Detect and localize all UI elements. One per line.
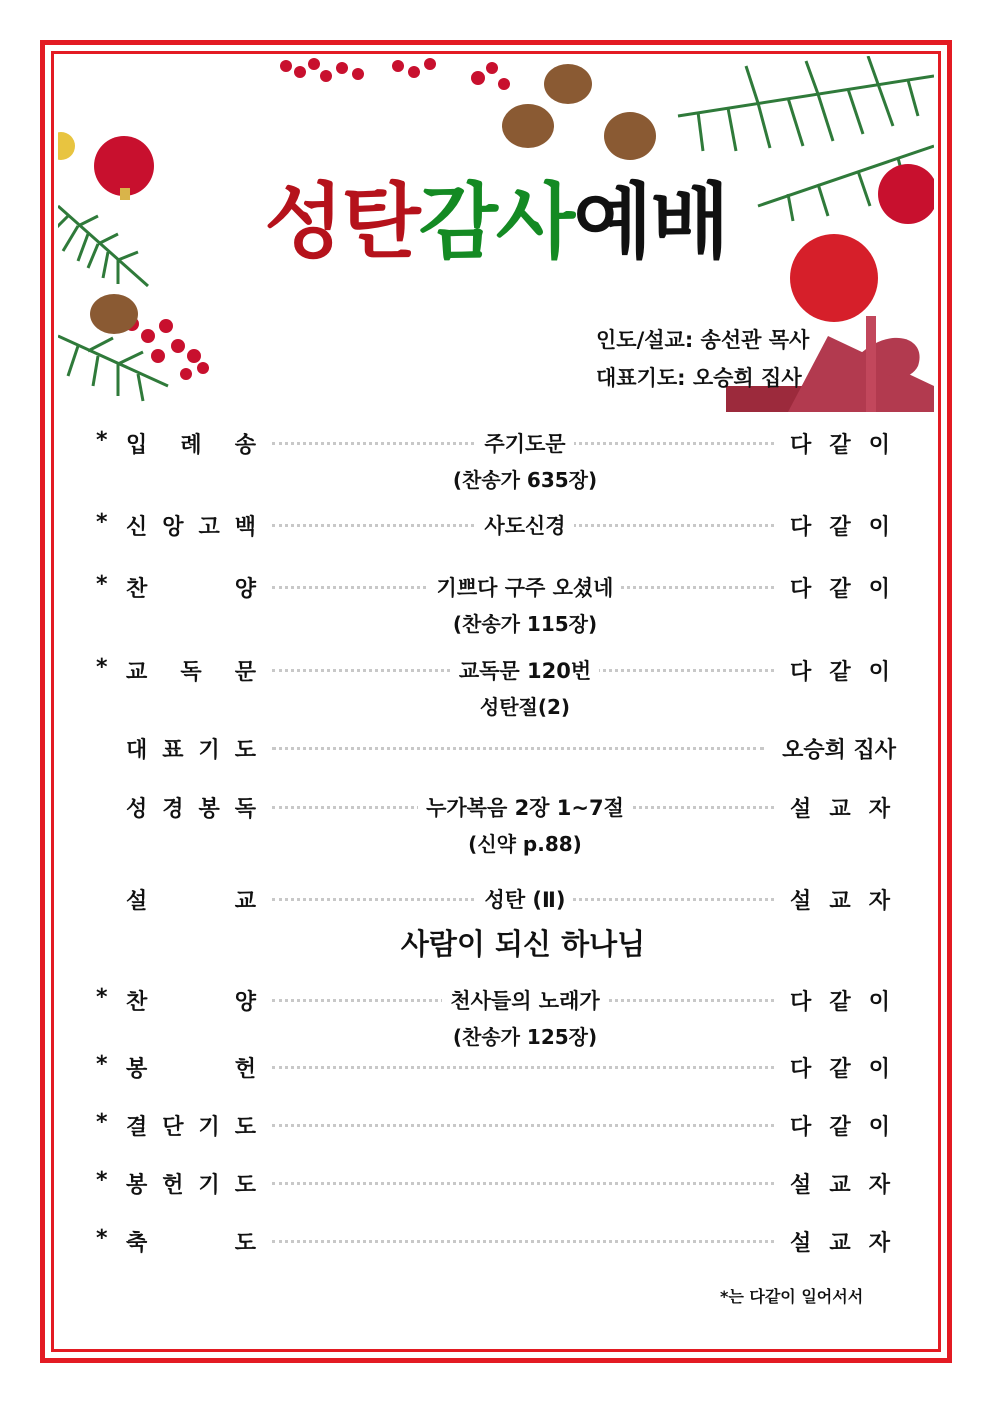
order-item-leader [790,1110,890,1141]
leader-char: 이 [868,660,890,685]
order-row [0,510,992,540]
required-standing-mark: * [96,1168,108,1193]
order-item-leader [790,655,890,686]
order-item-text: 사도신경 [476,514,573,538]
label-char: 고 [198,515,220,540]
leader-char: 같 [829,515,851,540]
leader-char: 이 [868,1057,890,1082]
leader-name: 오승희 집사 [776,733,896,764]
leader-char: 같 [829,1057,851,1082]
label-char: 기 [198,738,220,763]
order-item-label [126,1052,256,1083]
leader-char: 자 [868,797,890,822]
order-row [0,1052,992,1082]
leader-char: 이 [868,433,890,458]
dotted-leader [272,1240,774,1243]
label-char: 신 [126,515,148,540]
title-part-green: 감사 [418,175,574,270]
required-standing-mark: * [96,510,108,535]
order-item-text: 주기도문 [476,432,573,456]
leader-char: 다 [790,990,812,1015]
label-char: 결 [126,1115,148,1140]
prayer-name: 오승희 집사 [692,366,802,390]
required-standing-mark: * [96,428,108,453]
label-char: 경 [162,797,184,822]
leader-char: 다 [790,577,812,602]
label-char: 교 [126,660,148,685]
label-char: 헌 [162,1173,184,1198]
order-item-content [300,510,750,540]
leader-char: 자 [868,1173,890,1198]
order-item-label [126,1168,256,1199]
order-item-text: 천사들의 노래가 [442,989,607,1013]
order-item-text: 기쁘다 구주 오셨네 [429,576,622,600]
order-item-leader [770,733,896,764]
order-item-leader [790,1226,890,1257]
leader-char: 자 [868,1231,890,1256]
order-item-subtext: (신약 p.88) [468,832,582,856]
order-item-label [126,510,256,541]
label-char: 봉 [126,1173,148,1198]
order-item-label [126,792,256,823]
order-item-leader [790,1052,890,1083]
leader-char: 설 [790,889,812,914]
preacher-name: 송선관 목사 [700,328,810,352]
sermon-title: 사람이 되신 하나님 [400,927,646,961]
order-item-content [300,792,750,822]
label-char: 대 [126,738,148,763]
leader-char: 같 [829,990,851,1015]
label-char: 송 [234,433,256,458]
dotted-leader [272,1066,774,1069]
label-char: 기 [198,1173,220,1198]
label-char: 기 [198,1115,220,1140]
label-char: 양 [234,990,256,1015]
leader-char: 설 [790,1231,812,1256]
order-item-subtext: (찬송가 125장) [452,1025,598,1049]
order-item-text: 누가복음 2장 1~7절 [418,796,632,820]
order-row [0,428,992,458]
order-row [0,1226,992,1256]
dotted-leader [272,1124,774,1127]
order-item-label [126,733,256,764]
label-char: 양 [234,577,256,602]
order-item-content [300,428,750,458]
required-standing-mark: * [96,572,108,597]
order-item-leader [790,510,890,541]
order-row [0,792,992,822]
leader-char: 같 [829,577,851,602]
label-char: 독 [234,797,256,822]
order-item-leader [790,572,890,603]
order-row [0,985,992,1015]
order-item-subtext: (찬송가 635장) [452,468,598,492]
leader-char: 다 [790,1057,812,1082]
order-item-content [300,884,750,914]
leader-char: 교 [829,1173,851,1198]
leader-char: 다 [790,433,812,458]
label-char: 독 [180,660,202,685]
label-char: 도 [234,1115,256,1140]
label-char: 교 [234,889,256,914]
label-char: 도 [234,1173,256,1198]
label-char: 백 [234,515,256,540]
order-item-leader [790,985,890,1016]
order-item-leader [790,428,890,459]
preacher-line [596,324,809,354]
label-char: 봉 [198,797,220,822]
order-item-label [126,428,256,459]
order-item-label [126,572,256,603]
order-item-label [126,1110,256,1141]
order-item-leader [790,884,890,915]
dotted-leader [272,747,764,750]
order-item-leader [790,1168,890,1199]
leader-char: 같 [829,660,851,685]
leader-char: 이 [868,1115,890,1140]
order-item-label [126,1226,256,1257]
leader-char: 같 [829,433,851,458]
label-char: 찬 [126,990,148,1015]
leader-char: 다 [790,515,812,540]
order-row [0,733,992,763]
prayer-label: 대표기도: [596,366,686,390]
preacher-label: 인도/설교: [596,328,694,352]
order-item-content [300,985,750,1015]
leader-char: 교 [829,797,851,822]
leader-char: 다 [790,660,812,685]
order-item-subtext: (찬송가 115장) [452,612,598,636]
prayer-line [596,362,802,392]
title-part-red: 성탄 [264,175,419,270]
label-char: 헌 [234,1057,256,1082]
order-item-label [126,884,256,915]
dotted-leader [272,1182,774,1185]
order-row [0,572,992,602]
order-row [0,1110,992,1140]
label-char: 찬 [126,577,148,602]
required-standing-mark: * [96,1052,108,1077]
leader-char: 자 [868,889,890,914]
leader-char: 이 [868,990,890,1015]
order-item-text: 교독문 120번 [451,659,599,683]
order-item-content [300,572,750,602]
order-row [0,655,992,685]
label-char: 표 [162,738,184,763]
required-standing-mark: * [96,1110,108,1135]
label-char: 축 [126,1231,148,1256]
order-item-label [126,655,256,686]
required-standing-mark: * [96,1226,108,1251]
order-row [0,884,992,914]
leader-char: 다 [790,1115,812,1140]
label-char: 단 [162,1115,184,1140]
leader-char: 이 [868,577,890,602]
label-char: 례 [180,433,202,458]
label-char: 봉 [126,1057,148,1082]
order-item-label [126,985,256,1016]
label-char: 도 [234,738,256,763]
order-item-leader [790,792,890,823]
leader-char: 설 [790,1173,812,1198]
required-standing-mark: * [96,985,108,1010]
label-char: 입 [126,433,148,458]
order-row [0,1168,992,1198]
order-item-content [300,655,750,685]
label-char: 성 [126,797,148,822]
footnote: *는 다같이 일어서서 [720,1287,864,1306]
label-char: 도 [234,1231,256,1256]
order-item-subtext: 성탄절(2) [479,695,571,719]
title-part-black: 예배 [573,175,728,270]
leader-char: 교 [829,1231,851,1256]
page-title [0,175,992,270]
label-char: 문 [234,660,256,685]
required-standing-mark: * [96,655,108,680]
leader-char: 교 [829,889,851,914]
order-item-text: 성탄 (Ⅱ) [477,888,574,912]
leader-char: 설 [790,797,812,822]
leader-char: 같 [829,1115,851,1140]
leader-char: 이 [868,515,890,540]
label-char: 앙 [162,515,184,540]
label-char: 설 [126,889,148,914]
